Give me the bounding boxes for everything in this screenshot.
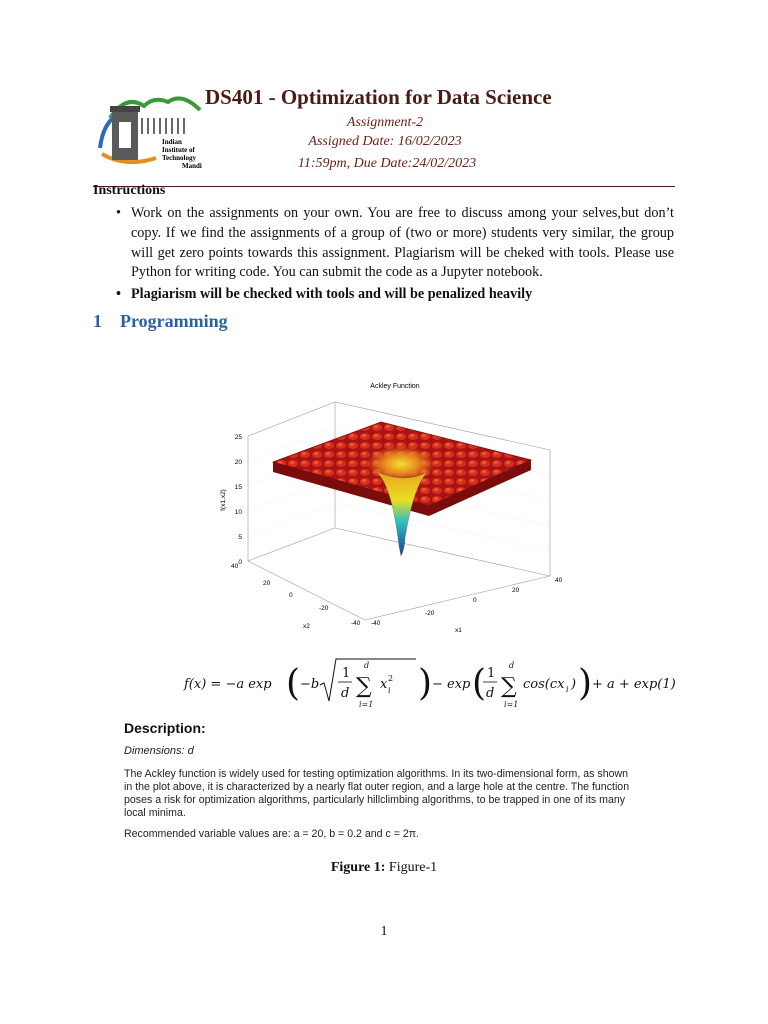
iit-mandi-logo xyxy=(96,88,206,180)
formula-term2-sub: i xyxy=(566,685,569,694)
formula-frac2-den: d xyxy=(486,686,495,701)
x2-tick: 20 xyxy=(263,580,271,587)
recommended-values: Recommended variable values are: a = 20, b = 0.2 and c = 2π. xyxy=(124,828,419,840)
figure-caption-text: Figure-1 xyxy=(388,860,438,875)
description-body xyxy=(124,768,644,820)
z-tick: 20 xyxy=(234,459,242,466)
z-tick: 25 xyxy=(234,434,242,441)
z-tick: 15 xyxy=(234,484,242,491)
svg-text:∑: ∑ xyxy=(356,674,372,699)
z-tick: 10 xyxy=(234,509,242,516)
formula-sum2-bottom: i=1 xyxy=(504,700,519,709)
formula-term2-close: ) xyxy=(571,677,577,692)
x1-tick: -40 xyxy=(371,620,381,627)
x2-tick: -40 xyxy=(351,620,361,627)
z-axis-label: f(x1,x2) xyxy=(220,489,227,511)
x2-axis-label: x2 xyxy=(303,623,310,630)
formula-term2: cos(cx xyxy=(523,677,565,692)
logo-text-line: Technology xyxy=(162,154,196,162)
x2-tick: 0 xyxy=(289,592,293,599)
assignment-number: Assignment-2 xyxy=(346,115,424,130)
bullet-marker: • xyxy=(116,286,121,302)
description-heading: Description: xyxy=(124,720,206,736)
section-number: 1 xyxy=(93,311,102,331)
header-rule xyxy=(93,186,675,187)
x2-tick: -20 xyxy=(319,605,329,612)
figure-caption xyxy=(0,860,768,876)
logo-text-line: Mandi xyxy=(182,162,202,170)
description-line: The Ackley function is widely used for testing optimization algorithms. In its two-dimensional form, as shown xyxy=(124,768,629,780)
svg-text:(: ( xyxy=(472,663,487,704)
logo-text-line: Institute of xyxy=(162,146,195,154)
formula-term1-sub: i xyxy=(388,686,391,695)
assigned-date: Assigned Date: 16/02/2023 xyxy=(308,134,462,149)
formula-minus-b: −b xyxy=(300,677,320,692)
formula-sum-top: d xyxy=(364,661,370,670)
z-tick: 0 xyxy=(238,559,242,566)
document-title: DS401 - Optimization for Data Science xyxy=(205,85,552,109)
formula-term1-sup: 2 xyxy=(388,674,394,683)
x1-tick: -20 xyxy=(425,610,435,617)
formula-frac2-num: 1 xyxy=(487,666,496,681)
page-number: 1 xyxy=(380,924,388,939)
description-line: in the plot above, it is characterized by a nearly flat outer region, and a large hole at the centre. The function xyxy=(124,781,630,793)
figure-caption-label: Figure 1: xyxy=(330,860,386,875)
due-date: 11:59pm, Due Date:24/02/2023 xyxy=(297,156,477,171)
bullet-marker: • xyxy=(116,205,121,221)
x1-axis-label: x1 xyxy=(455,627,462,634)
z-tick: 5 xyxy=(238,534,242,541)
formula-tail: + a + exp(1) xyxy=(592,677,676,692)
instruction-text: Plagiarism will be checked with tools and will be penalized heavily xyxy=(131,286,533,302)
x1-tick: 0 xyxy=(473,597,477,604)
svg-text:): ) xyxy=(578,663,593,704)
formula-sum-bottom: i=1 xyxy=(359,700,374,709)
instructions-heading: Instructions xyxy=(93,183,166,198)
logo-text-line: Indian xyxy=(162,138,182,146)
formula-frac-num: 1 xyxy=(342,666,351,681)
description-line: local minima. xyxy=(124,807,186,819)
svg-text:): ) xyxy=(418,663,433,704)
ackley-surface-plot xyxy=(215,378,575,638)
instruction-bullet xyxy=(118,204,674,283)
section-title: Programming xyxy=(120,311,228,331)
formula-sum2-top: d xyxy=(509,661,515,670)
x1-tick: 20 xyxy=(512,587,520,594)
description-dimensions: Dimensions: d xyxy=(124,745,194,757)
formula-frac-den: d xyxy=(341,686,350,701)
ackley-formula xyxy=(180,655,676,715)
formula-term1: x xyxy=(380,677,388,692)
instruction-text: Work on the assignments on your own. You are free to discuss among your selves,but don’t copy. If we find the assignments of a group of (two or more) students very similar, the group will get zero points towards this assignment. Plagiarism will be cheked with tools. Please use Python for writing code. You can submit the code as a Jupyter notebook. xyxy=(131,205,674,281)
plot-title: Ackley Function xyxy=(370,383,420,390)
instruction-bullet xyxy=(118,285,674,305)
x2-tick: 40 xyxy=(231,563,239,570)
svg-text:∑: ∑ xyxy=(501,674,517,699)
formula-minus-exp: − exp xyxy=(432,677,471,692)
description-line: poses a risk for optimization algorithms, particularly hillclimbing algorithms, to be trapped in one of its many xyxy=(124,794,626,806)
x1-tick: 40 xyxy=(555,577,563,584)
svg-text:(: ( xyxy=(286,663,301,704)
formula-lhs: f(x) = −a exp xyxy=(184,677,272,692)
